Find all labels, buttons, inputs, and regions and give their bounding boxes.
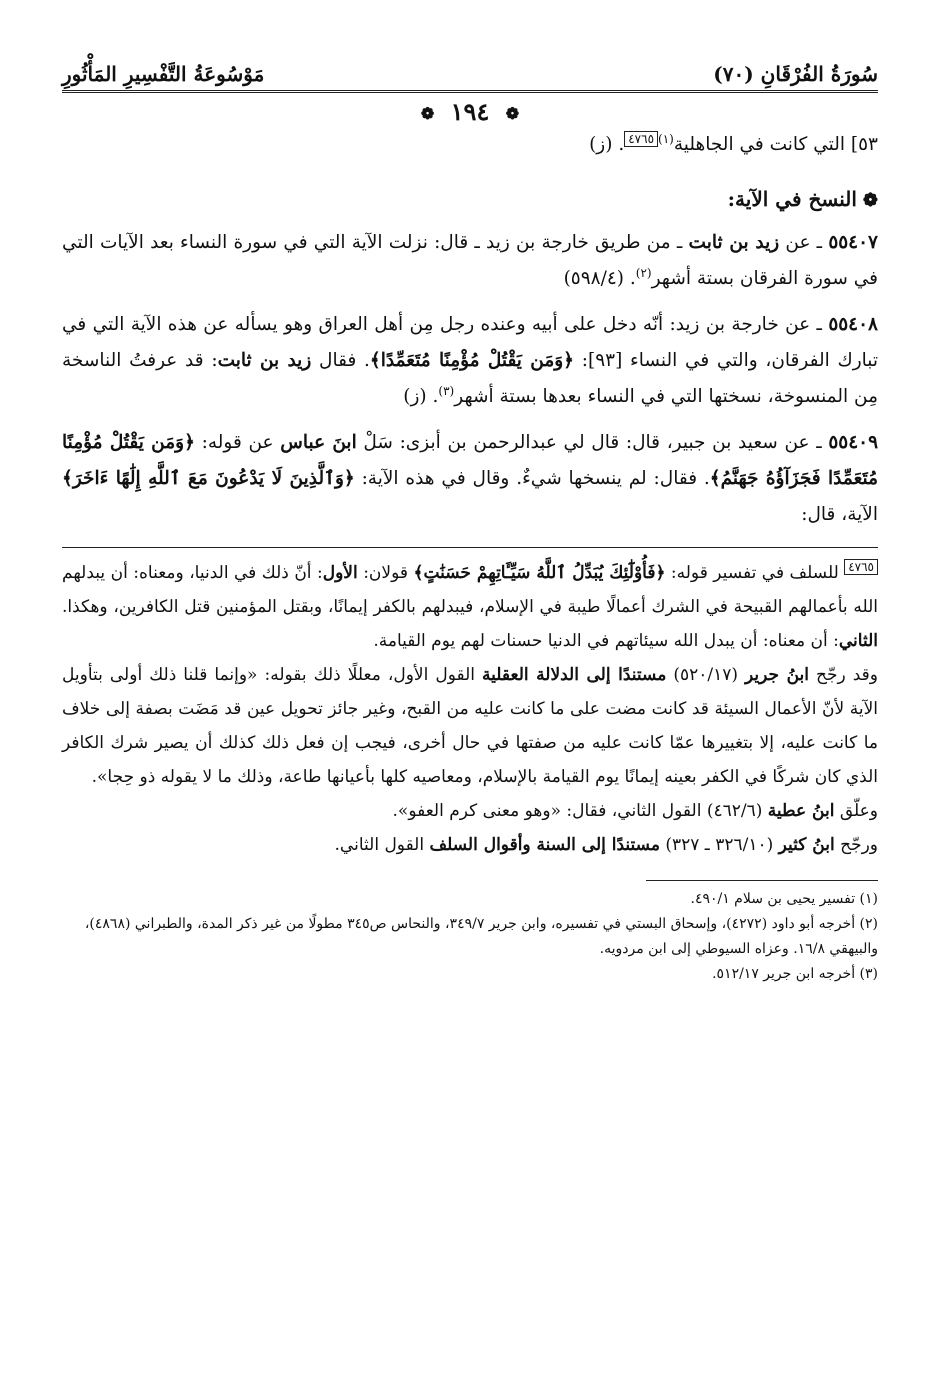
page	[62, 58, 878, 987]
footnote-3: (٣) أخرجه ابن جرير ٥١٢/١٧.	[712, 966, 878, 982]
page-number: ١٩٤	[450, 97, 490, 126]
commentary-paragraph: ورجّح ابنُ كثير (٣٢٦/١٠ ـ ٣٢٧) مستندًا إلى السنة وأقوال السلف القول الثاني.	[334, 835, 878, 855]
scholar-name: ابنُ جرير	[745, 665, 809, 685]
narration-number: ٥٥٤٠٨	[828, 314, 878, 335]
footnote-2: (٢) أخرجه أبو داود (٤٢٧٢)، وإسحاق البستي في تفسيره، وابن جرير ٣٤٩/٧، والنحاس ص٣٤٥ مطولًا من غير ذكر المدة، والطبراني (٤٨٦٨)، والبيهقي ١٦/٨. وعزاه السيوطي إلى ابن مردويه.	[84, 916, 878, 957]
narrator-name: زيد بن ثابت	[688, 232, 780, 253]
commentary-paragraph: وقد رجّح ابنُ جرير (٥٢٠/١٧) مستندًا إلى الدلالة العقلية القول الأول، معللًا ذلك بقوله: «وإنما قلنا ذلك أولى بتأويل الآية لأنّ الأعمال السيئة قد كانت مضت على ما كانت عليه من القبح، وغير جائز تحويل عين قد مَضَت بصفة إلى خلاف ما كانت عليه، إلا بتغييرها عمّا كانت عليه من صفتها في حال أخرى، فيجب إن فعل ذلك كذلك أن يصير شرك الكافر الذي كان شركًا في الكفر بعينه إيمانًا يوم القيامة بالإسلام، ومعاصيه كلها بأعيانها طاعة، وذلك ما لا يقوله ذو حِجا».	[62, 665, 878, 787]
narration-55408: ٥٥٤٠٨ ـ عن خارجة بن زيد: أنّه دخل على أبيه وعنده رجل مِن أهل العراق وهو يسأله عن هذه الآية التي في تبارك الفرقان، والتي في النساء [٩٣]: ﴿وَمَن يَقْتُلْ مُؤْمِنًا مُتَعَمِّدًا﴾. فقال زيد بن ثابت: قد عرفتُ الناسخة مِن المنسوخة، نسختها التي في النساء بعدها بستة أشهر$^{(٣)}$. (ز)	[62, 314, 879, 407]
page-number-row	[62, 97, 878, 127]
method-label: مستندًا إلى السنة وأقوال السلف	[429, 835, 660, 855]
quran-quote: ﴿فَأُوْلَٰٓئِكَ يُبَدِّلُ ٱللَّهُ سَيِّـَٔاتِهِمْ حَسَنَٰتٍ﴾	[413, 563, 666, 583]
narrator-name: ابنَ عباس	[280, 432, 357, 453]
continuation-line: ٥٣] التي كانت في الجاهلية$^{(١)}$٤٧٦٥. (ز)	[589, 131, 878, 155]
commentary-box-number: ٤٧٦٥	[844, 559, 878, 575]
footnote-1: (١) تفسير يحيى بن سلام ٤٩٠/١.	[690, 891, 878, 907]
commentary-block	[62, 556, 878, 862]
main-text	[62, 127, 878, 533]
quran-quote: ﴿وَٱلَّذِينَ لَا يَدْعُونَ مَعَ ٱللَّهِ إِلَٰهًا ءَاخَرَ﴾	[62, 468, 355, 489]
commentary-box-number: ٤٧٦٥	[624, 131, 658, 147]
ornament-icon: ❁	[505, 104, 520, 123]
surah-title: سُورَةُ الفُرْقَانِ (٧٠)	[713, 62, 878, 86]
footnote-divider	[646, 880, 878, 881]
commentary-divider	[62, 547, 878, 548]
narrator-name: زيد بن ثابت	[217, 350, 312, 371]
scholar-name: ابنُ عطية	[767, 801, 835, 821]
footnote-marker: (٢)	[635, 265, 652, 280]
commentary-paragraph: ٤٧٦٥ للسلف في تفسير قوله: ﴿فَأُوْلَٰٓئِكَ يُبَدِّلُ ٱللَّهُ سَيِّـَٔاتِهِمْ حَسَنَٰتٍ﴾ قولان: الأول: أنّ ذلك في الدنيا، ومعناه: أن يبدلهم الله بأعمالهم القبيحة في الشرك أعمالًا طيبة في الإسلام، فيبدلهم بالكفر إيمانًا، وبقتل المؤمنين قتل الكافرين، وهكذا. الثاني: أن معناه: أن يبدل الله سيئاتهم في الدنيا حسنات لهم يوم القيامة.	[62, 560, 878, 651]
quran-quote: ﴿وَمَن يَقْتُلْ مُؤْمِنًا مُتَعَمِّدًا﴾	[369, 350, 575, 371]
scholar-name: ابنُ كثير	[778, 835, 835, 855]
footnote-marker: (٣)	[438, 383, 455, 398]
narration-55409: ٥٥٤٠٩ ـ عن سعيد بن جبير، قال: قال لي عبدالرحمن بن أبزى: سَلْ ابنَ عباس عن قوله: ﴿وَمَن يَقْتُلْ مُؤْمِنًا مُتَعَمِّدًا فَجَزَآؤُهُ جَهَنَّمُ﴾. فقال: لم ينسخها شيءٌ. وقال في هذه الآية: ﴿وَٱلَّذِينَ لَا يَدْعُونَ مَعَ ٱللَّهِ إِلَٰهًا ءَاخَرَ﴾ الآية، قال:	[62, 432, 879, 525]
section-heading: ❁النسخ في الآية:	[727, 187, 878, 211]
narration-number: ٥٥٤٠٩	[828, 432, 879, 453]
footnote-marker: (١)	[658, 131, 674, 146]
method-label: مستندًا إلى الدلالة العقلية	[482, 665, 667, 685]
flower-icon: ❁	[862, 190, 878, 211]
footnotes	[62, 887, 878, 987]
narration-55407: ٥٥٤٠٧ ـ عن زيد بن ثابت ـ من طريق خارجة بن زيد ـ قال: نزلت الآية التي في سورة النساء بعد الآيات التي في سورة الفرقان بستة أشهر$^{(٢)}$. (٥٩٨/٤)	[62, 232, 878, 289]
running-header	[62, 58, 878, 93]
series-title: مَوْسُوعَةُ التَّفْسِيرِ المَأْثُورِ	[62, 62, 265, 86]
quran-quote: ﴿وَمَن يَقْتُلْ مُؤْمِنًا مُتَعَمِّدًا فَجَزَآؤُهُ جَهَنَّمُ﴾	[62, 432, 878, 489]
commentary-paragraph: وعلّق ابنُ عطية (٤٦٢/٦) القول الثاني، فقال: «وهو معنى كرم العفو».	[392, 801, 878, 821]
narration-number: ٥٥٤٠٧	[828, 232, 878, 253]
ornament-icon: ❁	[420, 104, 435, 123]
opinion-label: الأول	[322, 563, 358, 583]
opinion-label: الثاني	[838, 631, 878, 651]
